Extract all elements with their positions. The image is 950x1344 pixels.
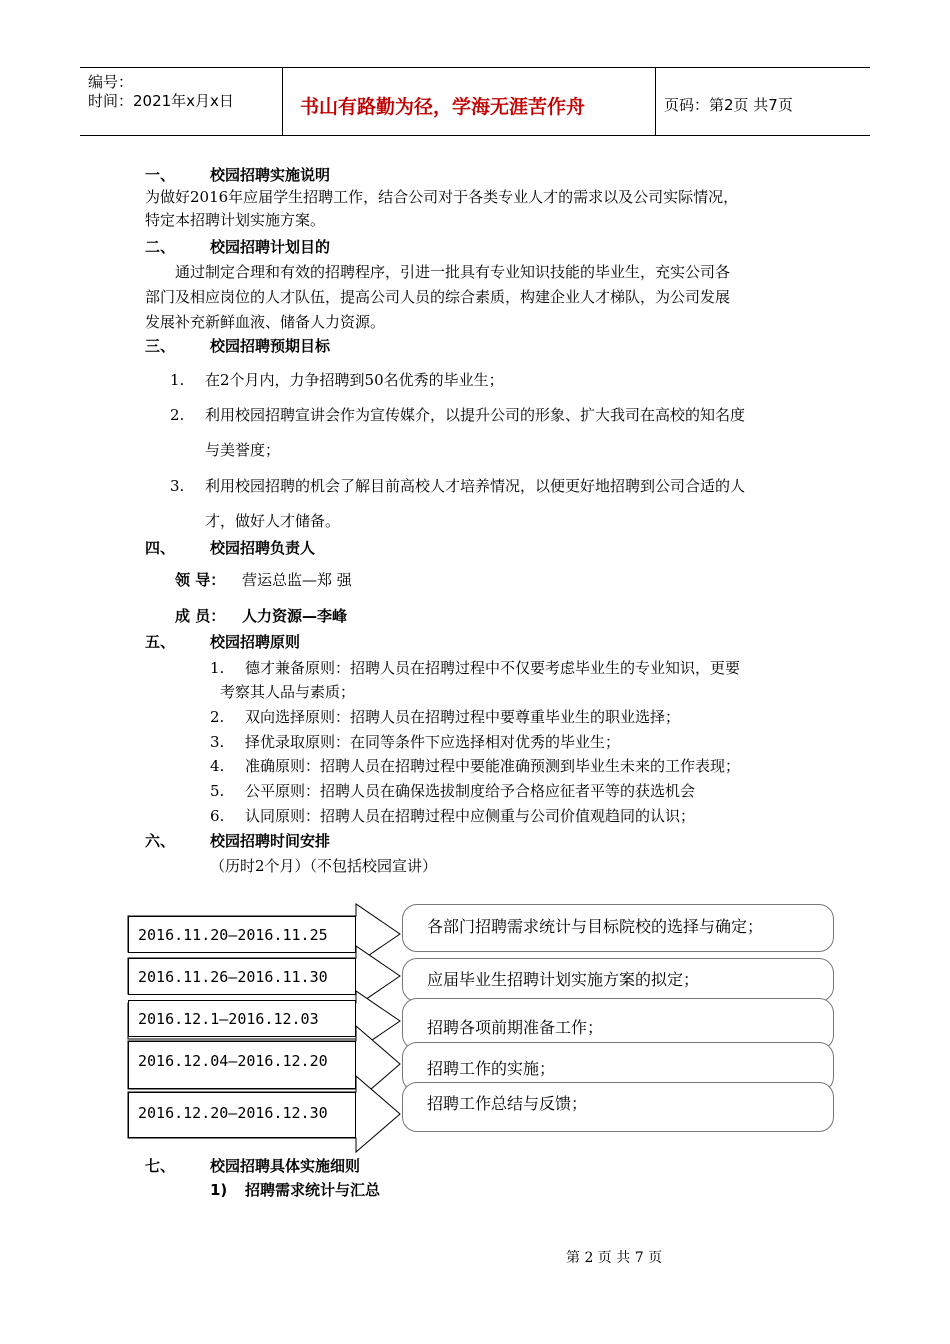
timeline-date: 2016.12.1—2016.12.03	[128, 1000, 356, 1037]
subsection-number: 1)	[210, 1181, 228, 1199]
timeline-task: 招聘工作的实施；	[402, 1042, 834, 1092]
schedule-note: （历时2个月）（不包括校园宣讲）	[210, 857, 438, 875]
section-title: 校园招聘原则	[210, 633, 301, 651]
paragraph-line: 通过制定合理和有效的招聘程序，引进一批具有专业知识技能的毕业生，充实公司各	[175, 263, 731, 281]
list-number: 3.	[210, 733, 225, 751]
list-item: 双向选择原则：招聘人员在招聘过程中要尊重毕业生的职业选择；	[245, 708, 681, 726]
timeline-task: 各部门招聘需求统计与目标院校的选择与确定；	[402, 904, 834, 952]
section-number: 六、	[145, 832, 176, 850]
list-item: 公平原则：招聘人员在确保选拔制度给予合格应征者平等的获选机会	[245, 782, 696, 800]
section-number: 七、	[145, 1157, 176, 1175]
member-label: 成 员：	[175, 607, 226, 625]
section-title: 校园招聘负责人	[210, 539, 316, 557]
timeline-date: 2016.12.20—2016.12.30	[128, 1092, 356, 1138]
header-number-label: 编号：	[88, 73, 134, 91]
list-item: 利用校园招聘宣讲会作为宣传媒介，以提升公司的形象、扩大我司在高校的知名度	[205, 406, 746, 424]
list-item: 择优录取原则：在同等条件下应选择相对优秀的毕业生；	[245, 733, 621, 751]
list-item: 认同原则：招聘人员在招聘过程中应侧重与公司价值观趋同的认识；	[245, 807, 696, 825]
list-item-continued: 考察其人品与素质；	[220, 683, 356, 701]
header-divider-right	[655, 67, 656, 136]
header-time-label: 时间：2021年x月x日	[88, 92, 234, 110]
header-top-rule	[80, 67, 870, 68]
section-title: 校园招聘具体实施细则	[210, 1157, 361, 1175]
list-item: 准确原则：招聘人员在招聘过程中要能准确预测到毕业生未来的工作表现；	[245, 757, 741, 775]
list-item: 德才兼备原则：招聘人员在招聘过程中不仅要考虑毕业生的专业知识，更要	[245, 659, 741, 677]
section-number: 一、	[145, 166, 176, 184]
list-number: 5.	[210, 782, 225, 800]
timeline-date: 2016.11.26—2016.11.30	[128, 958, 356, 995]
header-divider-left	[282, 67, 283, 136]
list-item: 利用校园招聘的机会了解目前高校人才培养情况，以便更好地招聘到公司合适的人	[205, 477, 746, 495]
timeline-task: 招聘各项前期准备工作；	[402, 998, 834, 1050]
timeline-date: 2016.12.04—2016.12.20	[128, 1041, 356, 1089]
paragraph-line: 部门及相应岗位的人才队伍，提高公司人员的综合素质，构建企业人才梯队，为公司发展	[145, 288, 731, 306]
list-number: 2.	[170, 406, 185, 424]
timeline-task: 招聘工作总结与反馈；	[402, 1082, 834, 1132]
list-item-continued: 与美誉度；	[205, 441, 281, 459]
section-number: 二、	[145, 238, 176, 256]
list-number: 1.	[210, 659, 225, 677]
paragraph-line: 特定本招聘计划实施方案。	[145, 211, 326, 229]
leader-label: 领 导：	[175, 571, 226, 589]
header-bottom-rule	[80, 135, 870, 136]
list-item-continued: 才，做好人才储备。	[205, 512, 341, 530]
page-footer: 第 2 页 共 7 页	[566, 1250, 663, 1266]
section-title: 校园招聘预期目标	[210, 337, 331, 355]
header-motto: 书山有路勤为径，学海无涯苦作舟	[300, 96, 586, 118]
member-value: 人力资源—李峰	[242, 607, 348, 625]
list-number: 3.	[170, 477, 185, 495]
section-number: 三、	[145, 337, 176, 355]
list-item: 在2个月内，力争招聘到50名优秀的毕业生；	[205, 371, 504, 389]
timeline-task: 应届毕业生招聘计划实施方案的拟定；	[402, 958, 834, 1002]
paragraph-line: 发展补充新鲜血液、储备人力资源。	[145, 313, 386, 331]
section-number: 四、	[145, 539, 176, 557]
leader-value: 营运总监—郑 强	[242, 571, 352, 589]
timeline-date: 2016.11.20—2016.11.25	[128, 916, 356, 953]
list-number: 1.	[170, 371, 185, 389]
list-number: 6.	[210, 807, 225, 825]
list-number: 2.	[210, 708, 225, 726]
section-number: 五、	[145, 633, 176, 651]
subsection-title: 招聘需求统计与汇总	[245, 1181, 381, 1199]
paragraph-line: 为做好2016年应届学生招聘工作，结合公司对于各类专业人才的需求以及公司实际情况，	[145, 188, 739, 206]
header-page-label: 页码：第2页 共7页	[664, 96, 793, 114]
section-title: 校园招聘实施说明	[210, 166, 331, 184]
list-number: 4.	[210, 757, 225, 775]
section-title: 校园招聘计划目的	[210, 238, 331, 256]
section-title: 校园招聘时间安排	[210, 832, 331, 850]
